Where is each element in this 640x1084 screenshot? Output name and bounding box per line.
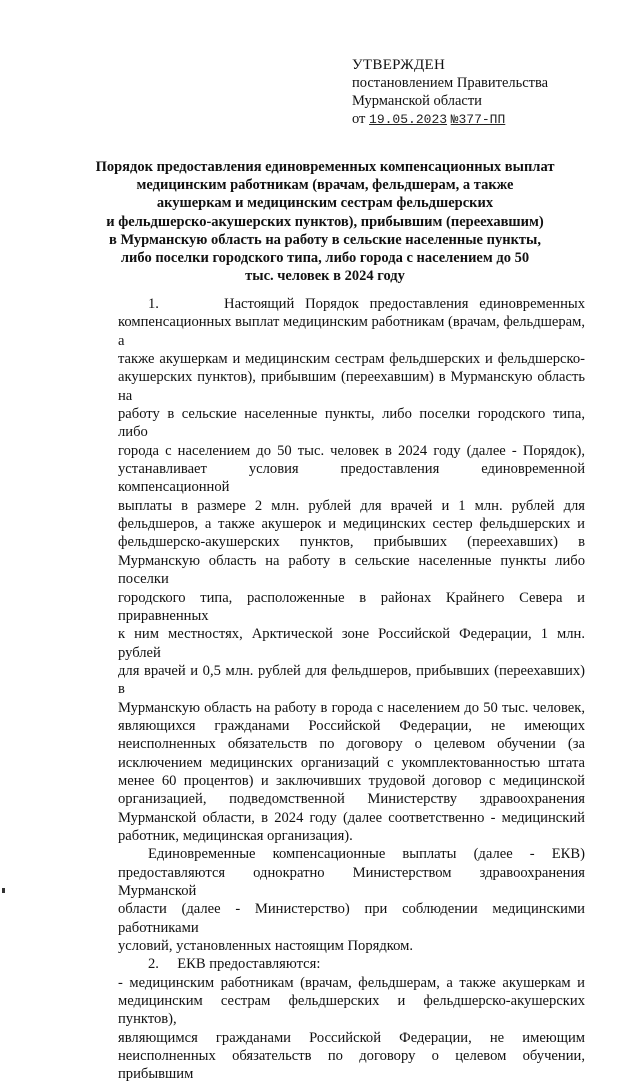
body-line: к ним местностях, Арктической зоне Российской Федерации, 1 млн. рублей: [118, 626, 585, 661]
approval-line-1: постановлением Правительства: [352, 75, 549, 91]
body-line: фельдшеров, а также акушерок и медицинских сестер фельдшерских и: [118, 516, 585, 533]
body-line: Мурманской области, в 2024 году (далее соответственно - медицинский: [118, 809, 585, 826]
body-line: фельдшерско-акушерских пунктов, прибывших (переехавших) в: [118, 534, 585, 551]
body-line: Мурманскую область на работу в города с населением до 50 тыс. человек,: [118, 699, 585, 716]
body-line: области (далее - Министерство) при соблюдении медицинскими работниками: [118, 901, 585, 936]
document-title: [90, 158, 560, 285]
body-line: Мурманскую область на работу в сельские населенные пункты либо поселки: [118, 552, 585, 588]
body-line: города с населением до 50 тыс. человек в 2024 году (далее - Порядок),: [118, 442, 585, 459]
body-line: акушерских пунктов), прибывшим (переехавшим) в Мурманскую область на: [118, 369, 585, 404]
body-line: являющимся гражданами Российской Федерации, не имеющим: [118, 1029, 585, 1046]
title-line: и фельдшерско-акушерских пунктов), прибывшим (переехавшим): [106, 213, 544, 230]
body-line: неисполненных обязательств по договору о целевом обучении, прибывшим: [118, 1048, 585, 1083]
body-line: городского типа, расположенные в районах Крайнего Севера и приравненных: [118, 589, 585, 624]
title-line: либо поселки городского типа, либо города с населением до 50: [120, 250, 530, 267]
body-line: выплаты в размере 2 млн. рублей для врачей и 1 млн. рублей для: [118, 497, 585, 514]
title-line: в Мурманскую область на работу в сельские населенные пункты,: [108, 231, 542, 248]
body-line: менее 60 процентов) и заключивших трудовой договор с медицинской: [118, 772, 585, 789]
approval-date-line: [352, 110, 548, 129]
body-line: для врачей и 0,5 млн. рублей для фельдшеров, прибывших (переехавших) в: [118, 662, 585, 698]
body-line: - медицинским работникам (врачам, фельдшерам, а также акушеркам и: [118, 974, 585, 991]
scan-mark: [2, 888, 5, 893]
body-line: компенсационных выплат медицинским работникам (врачам, фельдшерам, а: [118, 314, 585, 349]
approved-heading: УТВЕРЖДЕН: [352, 57, 446, 73]
body-line: предоставляются однократно Министерством здравоохранения Мурманской: [118, 864, 585, 899]
body-line: работу в сельские населенные пункты, либо поселки городского типа, либо: [118, 406, 585, 441]
body-line: являющихся гражданами Российской Федерации, не имеющих: [118, 717, 585, 734]
approval-from: от: [352, 111, 366, 127]
body-line: медицинским сестрам фельдшерских и фельдшерско-акушерских пунктов),: [118, 993, 585, 1028]
body-line: работник, медицинская организация).: [118, 827, 353, 844]
body-line: Единовременные компенсационные выплаты (далее - ЕКВ): [148, 846, 585, 863]
body-line: также акушеркам и медицинским сестрам фельдшерских и фельдшерско-: [118, 351, 585, 368]
body-line: неисполненных обязательств по договору о целевом обучении (за: [118, 736, 585, 753]
body-line: условий, установленных настоящим Порядком.: [118, 938, 414, 955]
approval-date: 19.05.2023: [369, 112, 448, 127]
approval-line-2: Мурманской области: [352, 93, 482, 109]
document-body: [118, 295, 585, 1084]
approval-stamp: [352, 56, 548, 129]
body-line: исключением медицинских организаций с укомплектованностью штата: [118, 754, 585, 771]
body-line: 2. ЕКВ предоставляются:: [148, 956, 321, 973]
title-line: медицинским работникам (врачам, фельдшерам, а также: [136, 177, 514, 194]
title-line: акушеркам и медицинским сестрам фельдшерских: [156, 195, 494, 212]
title-line: тыс. человек в 2024 году: [245, 268, 405, 285]
approval-number: №377-ПП: [450, 112, 506, 127]
body-line: устанавливает условия предоставления единовременной компенсационной: [118, 461, 585, 496]
body-line: 1. Настоящий Порядок предоставления единовременных: [148, 296, 585, 312]
title-line: Порядок предоставления единовременных компенсационных выплат: [95, 159, 555, 175]
body-line: организацией, подведомственной Министерству здравоохранения: [118, 791, 585, 808]
